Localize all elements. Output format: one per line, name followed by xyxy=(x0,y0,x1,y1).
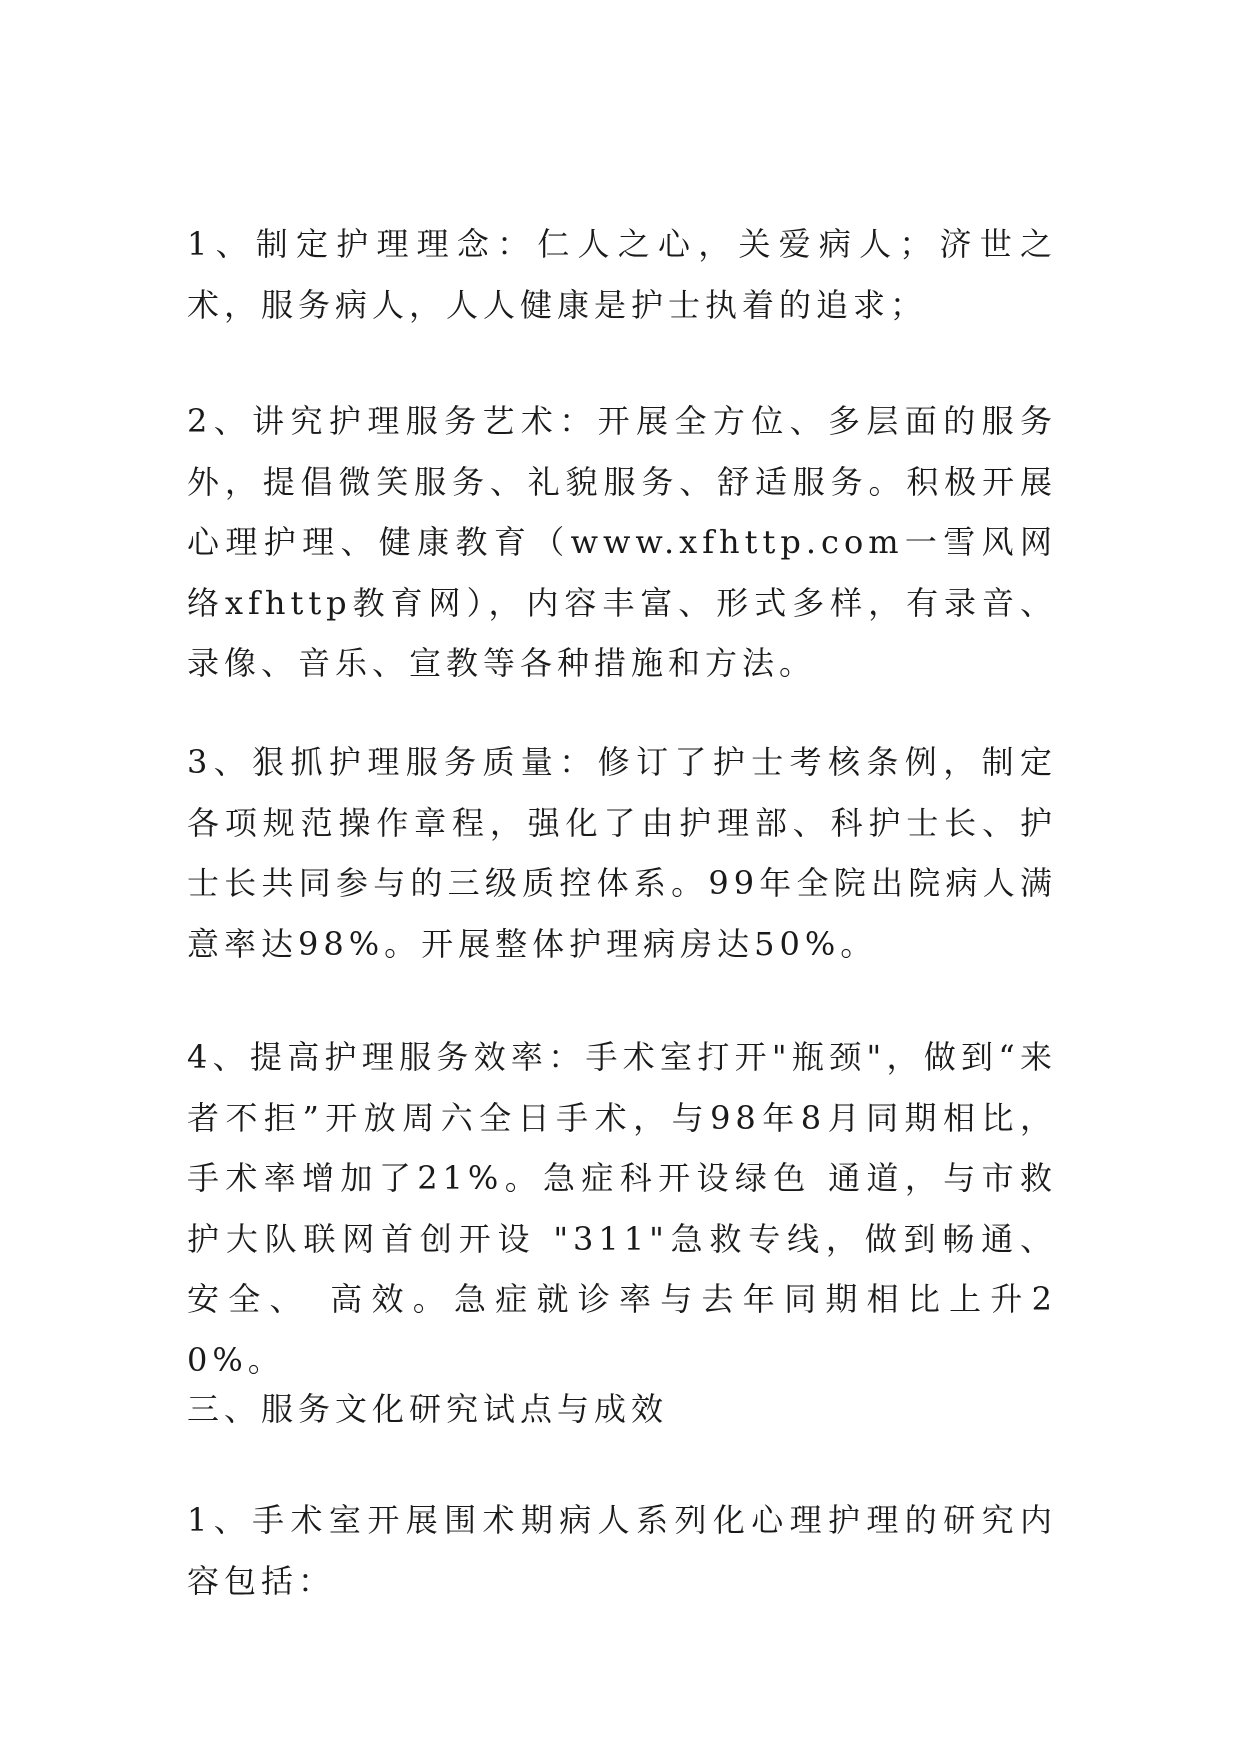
paragraph-nursing-service-art: 2、讲究护理服务艺术：开展全方位、多层面的服务外，提倡微笑服务、礼貌服务、舒适服务。积极开展心理护理、健康教育（www.xfhttp.com一雪风网络xfhttp教育网），内容丰富、形式多样，有录音、录像、音乐、宣教等各种措施和方法。 xyxy=(187,402,1057,682)
section-heading-service-culture: 三、服务文化研究试点与成效 xyxy=(187,1390,669,1428)
paragraph-nursing-service-quality: 3、狠抓护理服务质量：修订了护士考核条例，制定各项规范操作章程，强化了由护理部、科护士长、护士长共同参与的三级质控体系。99年全院出院病人满意率达98%。开展整体护理病房达50%。 xyxy=(187,743,1057,963)
paragraph-nursing-service-efficiency: 4、提高护理服务效率：手术室打开"瓶颈"，做到“来者不拒”开放周六全日手术，与98年8月同期相比，手术率增加了21%。急症科开设绿色 通道，与市救护大队联网首创开设 "311"急救专线，做到畅通、安全、 高效。急症就诊率与去年同期相比上升20%。 xyxy=(187,1038,1057,1379)
paragraph-operating-room-research: 1、手术室开展围术期病人系列化心理护理的研究内容包括： xyxy=(187,1501,1057,1600)
paragraph-nursing-philosophy: 1、制定护理理念：仁人之心，关爱病人；济世之术，服务病人，人人健康是护士执着的追求； xyxy=(187,225,1057,324)
